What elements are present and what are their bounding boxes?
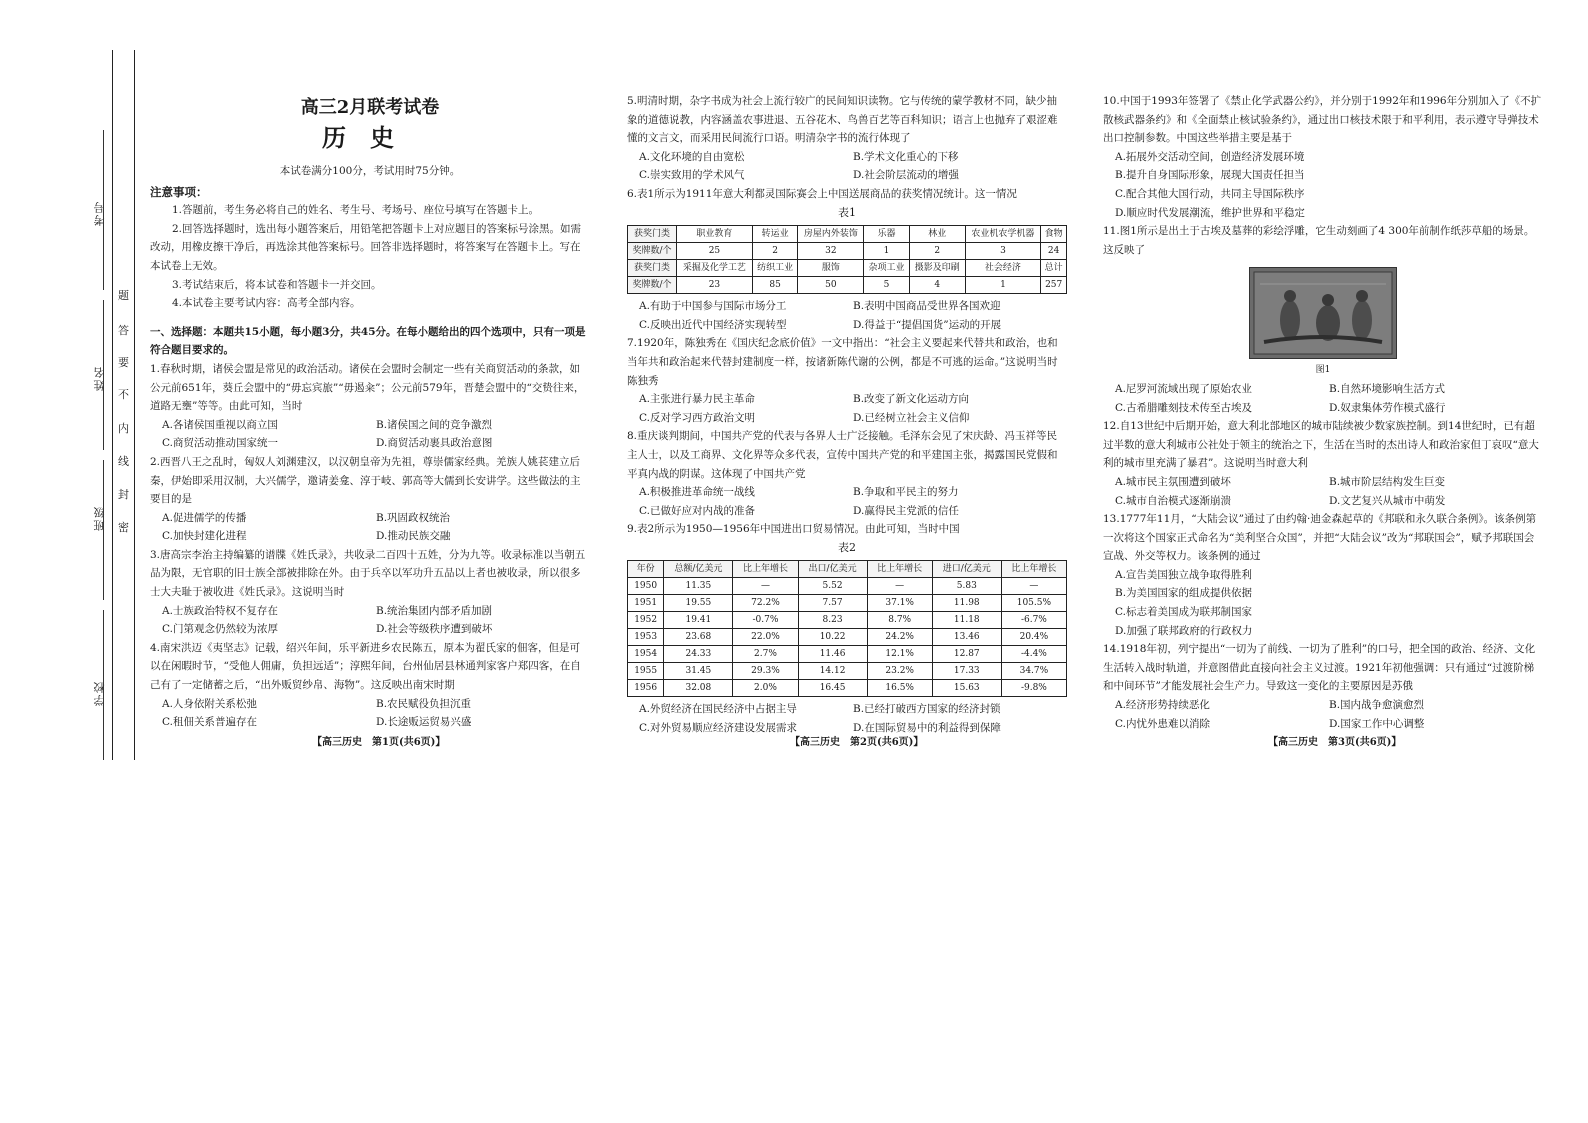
option: A.尼罗河流域出现了原始农业 — [1115, 382, 1252, 395]
table-row — [628, 612, 1067, 629]
table-cell: 1951 — [628, 595, 664, 612]
table-cell: 1954 — [628, 646, 664, 663]
option: C.租佃关系普遍存在 — [162, 716, 257, 729]
option: B.农民赋役负担沉重 — [376, 697, 472, 710]
option: B.诸侯国之间的竞争激烈 — [376, 418, 493, 431]
question-stem: 8.重庆谈判期间，中国共产党的代表与各界人士广泛接触。毛泽东会见了宋庆龄、冯玉祥等民主人士，以及工商界、文化界等众多代表，宣传中国共产党的和平建国主张，揭露国民党假和平真内战的阴谋。这体现了中国共产党 — [627, 430, 1058, 480]
table-header-row — [628, 561, 1067, 578]
notice-heading: 注意事项： — [150, 184, 208, 199]
table-cell: 服饰 — [798, 260, 864, 277]
table-cell: 摄影及印刷 — [909, 260, 965, 277]
table-cell: 32.08 — [664, 680, 733, 697]
table-row — [628, 260, 1067, 277]
question-stem: 4.南宋洪迈《夷坚志》记载，绍兴年间，乐平新进乡农民陈五，原本为翟氏家的佃客，但是可以在闲暇时节，“受他人佣庸，负担远适”；淳熙年间，台州仙居县林通判家客户郑四客，在自己有了一定储蓄之后，“出外贩贸纱帛、海物”。这反映出南宋时期 — [150, 641, 581, 692]
table-cell: 2 — [752, 243, 798, 260]
option: A.拓展外交活动空间，创造经济发展环境 — [1115, 150, 1305, 163]
option: D.社会等级秩序遭到破坏 — [376, 623, 493, 636]
section-heading: 一、选择题：本题共15小题，每小题3分，共45分。在每小题给出的四个选项中，只有一项是符合题目要求的。 — [150, 325, 586, 357]
binding-line-outer — [112, 50, 113, 760]
table-row — [628, 578, 1067, 595]
table-cell: — — [867, 578, 932, 595]
seal-char: 答 — [118, 324, 129, 337]
option: D.文艺复兴从城市中萌发 — [1329, 494, 1446, 507]
table-cell: 2.0% — [733, 680, 798, 697]
exam-page-1 — [150, 92, 590, 732]
option: B.城市阶层结构发生巨变 — [1329, 475, 1446, 488]
notice-item: 2.回答选择题时，选出每小题答案后，用铅笔把答题卡上对应题目的答案标号涂黑。如需改动，用橡皮擦干净后，再选涂其他答案标号。回答非选择题时，将答案写在答题卡上。写在本试卷上无效。 — [150, 222, 582, 272]
option: A.促进儒学的传播 — [162, 511, 247, 524]
table-cell: 乐器 — [864, 226, 910, 243]
table-header: 总额/亿美元 — [664, 561, 733, 578]
question-options — [150, 509, 590, 546]
table-cell: 105.5% — [1001, 595, 1066, 612]
exam-page-2 — [627, 92, 1067, 738]
question-stem: 14.1918年初，列宁提出“一切为了前线、一切为了胜利”的口号，把全国的政治、经济、文化生活转入战时轨道，并意图借此直接向社会主义过渡。1921年初他强调：只有通过“过渡阶梯和中间环节”才能发展社会生产力。导致这一变化的主要原因是苏俄 — [1103, 643, 1536, 693]
option: B.改变了新文化运动方向 — [853, 393, 970, 406]
option: A.主张进行暴力民主革命 — [639, 393, 755, 406]
seal-char: 不 — [118, 388, 129, 401]
option: C.商贸活动推动国家统一 — [162, 437, 278, 450]
table-cell: 1950 — [628, 578, 664, 595]
question-stem: 5.明清时期，杂字书成为社会上流行较广的民间知识读物。它与传统的蒙学教材不同，缺少抽象的道德说教，内容涵盖农事进退、五谷花木、鸟兽百艺等百科知识；语言上也抛弃了艰涩难懂的文言文，而采用民间流行口语。明清杂字书的流行体现了 — [627, 95, 1058, 145]
seal-char: 密 — [118, 521, 129, 534]
school-underline — [103, 610, 105, 760]
table-cell: 85 — [752, 277, 798, 294]
option: B.已经打破西方国家的经济封锁 — [853, 703, 1001, 716]
question-options — [1103, 473, 1543, 510]
table-cell: 16.45 — [798, 680, 867, 697]
table-cell: 19.55 — [664, 595, 733, 612]
table-cell: 20.4% — [1001, 629, 1066, 646]
table-cell: 杂项工业 — [864, 260, 910, 277]
table-cell: -6.7% — [1001, 612, 1066, 629]
name-underline — [103, 300, 105, 450]
table-cell: 社会经济 — [965, 260, 1041, 277]
table-cell: 24 — [1041, 243, 1067, 260]
table-cell: 采掘及化学工艺 — [677, 260, 753, 277]
option: A.经济形势持续恶化 — [1115, 699, 1210, 712]
table-cell: 19.41 — [664, 612, 733, 629]
exam-subject: 历史 — [322, 123, 418, 152]
table-cell: 食物 — [1041, 226, 1067, 243]
option: B.表明中国商品受世界各国欢迎 — [853, 300, 1001, 313]
option: C.反映出近代中国经济实现转型 — [639, 318, 787, 331]
question-options — [627, 297, 1067, 334]
exam-number-label: 考号 — [93, 200, 106, 226]
option: D.得益于“提倡国货”运动的开展 — [853, 318, 1002, 331]
notice-item: 4.本试卷主要考试内容：高考全部内容。 — [172, 297, 361, 310]
notice-item: 1.答题前，考生务必将自己的姓名、考生号、考场号、座位号填写在答题卡上。 — [172, 204, 540, 217]
table-cell: 1 — [965, 277, 1041, 294]
option: D.商贸活动裹具政治意图 — [376, 437, 493, 450]
question-stem: 11.图1所示是出土于古埃及墓葬的彩绘浮雕，它生动刻画了4 300年前制作纸莎草船的场景。这反映了 — [1103, 225, 1535, 256]
option: B.巩固政权统治 — [376, 511, 451, 524]
option: C.反对学习西方政治文明 — [639, 411, 755, 424]
figure-caption: 图1 — [1315, 365, 1331, 376]
option: B.学术文化重心的下移 — [853, 150, 959, 163]
option: A.外贸经济在国民经济中占据主导 — [639, 703, 797, 716]
option: B.争取和平民主的努力 — [853, 486, 959, 499]
question-stem: 7.1920年，陈独秀在《国庆纪念底价值》一文中指出：“社会主义要起来代替共和政治，也和当年共和政治起来代替封建制度一样，按诸新陈代谢的公例，都是不可逃的运命。”这说明当时陈独秀 — [627, 337, 1058, 387]
table-cell: 11.35 — [664, 578, 733, 595]
table-cell: -9.8% — [1001, 680, 1066, 697]
question-options — [150, 416, 590, 453]
table-cell: 24.2% — [867, 629, 932, 646]
option: D.长途贩运贸易兴盛 — [376, 716, 472, 729]
table-cell: 72.2% — [733, 595, 798, 612]
question-options — [1103, 566, 1543, 640]
table-cell: 12.87 — [932, 646, 1001, 663]
option: B.自然环境影响生活方式 — [1329, 382, 1446, 395]
option: D.社会阶层流动的增强 — [853, 169, 959, 182]
table-row — [628, 226, 1067, 243]
seal-char: 要 — [118, 356, 129, 369]
question-stem: 2.西晋八王之乱时，匈奴人刘渊建汉，以汉朝皇帝为先祖，尊崇儒家经典。羌族人姚苌建立后秦，伊始即采用汉制，大兴儒学，邀请姜龛、淳于岐、郭高等大儒到长安讲学。这些做法的主要目的是 — [150, 455, 581, 506]
option: B.国内战争愈演愈烈 — [1329, 699, 1425, 712]
table-row — [628, 646, 1067, 663]
option: C.城市自治模式逐渐崩溃 — [1115, 494, 1231, 507]
table-cell: 32 — [798, 243, 864, 260]
option: C.古希腊雕刻技术传至古埃及 — [1115, 401, 1252, 414]
table-header: 比上年增长 — [867, 561, 932, 578]
binding-margin — [0, 0, 140, 780]
option: A.文化环境的自由宽松 — [639, 150, 745, 163]
question-stem: 12.自13世纪中后期开始，意大利北部地区的城市陆续被少数家族控制。到14世纪时，已有超过半数的意大利城市公社处于领主的统治之下，生活在当时的杰出诗人和政治家但丁哀叹“意大利的城市里充满了暴君”。这说明当时意大利 — [1103, 420, 1539, 470]
option: D.奴隶集体劳作模式盛行 — [1329, 401, 1446, 414]
table-cell: 23 — [677, 277, 753, 294]
question-options — [150, 602, 590, 639]
option: D.国家工作中心调整 — [1329, 717, 1425, 730]
table-cell: 4 — [909, 277, 965, 294]
page-footer: 【高三历史 第2页(共6页)】 — [790, 737, 924, 748]
school-label: 学校 — [93, 680, 106, 706]
question-options — [627, 148, 1067, 185]
table-cell: 纺织工业 — [752, 260, 798, 277]
table-cell: 22.0% — [733, 629, 798, 646]
table-cell: 5.83 — [932, 578, 1001, 595]
question-options — [1103, 696, 1543, 733]
table-cell: 8.23 — [798, 612, 867, 629]
table-row — [628, 629, 1067, 646]
option: A.有助于中国参与国际市场分工 — [639, 300, 787, 313]
question-stem: 13.1777年11月，“大陆会议”通过了由约翰·迪金森起草的《邦联和永久联合条例》。该条例第一次将这个国家正式命名为“美利坚合众国”，并把“大陆会议”改为“邦联国会”，赋予邦联国会宣战、外交等权力。该条例的通过 — [1103, 513, 1537, 563]
table-cell: 13.46 — [932, 629, 1001, 646]
name-label: 姓名 — [93, 365, 106, 391]
table-header: 年份 — [628, 561, 664, 578]
option: C.标志着美国成为联邦制国家 — [1115, 606, 1252, 619]
table-cell: 7.57 — [798, 595, 867, 612]
table-2 — [627, 560, 1067, 697]
table-header: 进口/亿美元 — [932, 561, 1001, 578]
table-cell: -0.7% — [733, 612, 798, 629]
table-header: 出口/亿美元 — [798, 561, 867, 578]
table-cell: 17.33 — [932, 663, 1001, 680]
binding-line-inner — [134, 50, 135, 760]
option: B.统治集团内部矛盾加剧 — [376, 604, 493, 617]
table-row — [628, 663, 1067, 680]
table-cell: — — [1001, 578, 1066, 595]
option: C.已做好应对内战的准备 — [639, 504, 755, 517]
page-footer: 【高三历史 第3页(共6页)】 — [1268, 737, 1402, 748]
table-cell: 林业 — [909, 226, 965, 243]
table-cell: 11.98 — [932, 595, 1001, 612]
question-options — [627, 390, 1067, 427]
option: C.加快封建化进程 — [162, 530, 247, 543]
option: D.加强了联邦政府的行政权力 — [1115, 624, 1253, 637]
table-cell: 1955 — [628, 663, 664, 680]
table-cell: 奖牌数/个 — [628, 277, 677, 294]
table-cell: 获奖门类 — [628, 226, 677, 243]
table-cell: 12.1% — [867, 646, 932, 663]
question-options — [150, 695, 590, 732]
notice-item: 3.考试结束后，将本试卷和答题卡一并交回。 — [172, 278, 382, 291]
seal-char: 线 — [118, 455, 129, 468]
table-cell: 11.18 — [932, 612, 1001, 629]
option: C.配合其他大国行动，共同主导国际秩序 — [1115, 187, 1305, 200]
option: C.门第观念仍然较为浓厚 — [162, 623, 278, 636]
option: D.在国际贸易中的利益得到保障 — [853, 722, 1001, 735]
option: C.崇实致用的学术风气 — [639, 169, 745, 182]
option: D.顺应时代发展潮流，维护世界和平稳定 — [1115, 206, 1305, 219]
table-cell: -4.4% — [1001, 646, 1066, 663]
table-cell: 职业教育 — [677, 226, 753, 243]
exam-title: 高三2月联考试卷 — [300, 97, 440, 118]
table-cell: 29.3% — [733, 663, 798, 680]
table-cell: 25 — [677, 243, 753, 260]
table-cell: 50 — [798, 277, 864, 294]
table-cell: 5 — [864, 277, 910, 294]
table-cell: — — [733, 578, 798, 595]
relief-figure-drawing — [1250, 268, 1396, 358]
table-cell: 15.63 — [932, 680, 1001, 697]
exam-meta: 本试卷满分100分，考试用时75分钟。 — [279, 165, 461, 177]
page-footer: 【高三历史 第1页(共6页)】 — [312, 737, 446, 748]
table-cell: 31.45 — [664, 663, 733, 680]
table-row — [628, 277, 1067, 294]
table-row — [628, 243, 1067, 260]
table-cell: 1956 — [628, 680, 664, 697]
option: C.对外贸易顺应经济建设发展需求 — [639, 722, 797, 735]
option: A.宣告美国独立战争取得胜利 — [1115, 568, 1252, 581]
seal-char: 封 — [118, 488, 129, 501]
question-stem: 9.表2所示为1950—1956年中国进出口贸易情况。由此可知，当时中国 — [627, 523, 960, 536]
table-cell: 14.12 — [798, 663, 867, 680]
question-options — [627, 483, 1067, 520]
option: A.城市民主氛围遭到破坏 — [1115, 475, 1231, 488]
seal-char: 题 — [118, 289, 129, 302]
table-header: 比上年增长 — [733, 561, 798, 578]
table-cell: 1952 — [628, 612, 664, 629]
option: D.赢得民主党派的信任 — [853, 504, 959, 517]
table-header: 比上年增长 — [1001, 561, 1066, 578]
option: B.提升自身国际形象，展现大国责任担当 — [1115, 169, 1305, 182]
option: A.各诸侯国重视以商立国 — [162, 418, 278, 431]
table-cell: 奖牌数/个 — [628, 243, 677, 260]
table-cell: 11.46 — [798, 646, 867, 663]
table-cell: 2.7% — [733, 646, 798, 663]
table-cell: 34.7% — [1001, 663, 1066, 680]
option: B.为美国国家的组成提供依据 — [1115, 587, 1253, 600]
question-options — [1103, 148, 1543, 222]
table-cell: 获奖门类 — [628, 260, 677, 277]
option: D.推动民族交融 — [376, 530, 451, 543]
table-cell: 23.68 — [664, 629, 733, 646]
table-cell: 转运业 — [752, 226, 798, 243]
table-cell: 37.1% — [867, 595, 932, 612]
question-stem: 6.表1所示为1911年意大利都灵国际赛会上中国送展商品的获奖情况统计。这一情况 — [627, 187, 1017, 200]
table-1 — [627, 225, 1067, 294]
table-cell: 农业机农学机器 — [965, 226, 1041, 243]
table-cell: 23.2% — [867, 663, 932, 680]
table-cell: 房屋内外装饰 — [798, 226, 864, 243]
option: C.内忧外患难以消除 — [1115, 717, 1210, 730]
table-row — [628, 680, 1067, 697]
table-cell: 1953 — [628, 629, 664, 646]
class-underline — [103, 460, 105, 600]
question-stem: 1.春秋时期，诸侯会盟是常见的政治活动。诸侯在会盟时会制定一些有关商贸活动的条款，如公元前651年，葵丘会盟中的“毋忘宾旅”“毋遏籴”；公元前579年，晋楚会盟中的“交贽往来，道路无壅”等等。由此可知，当时 — [150, 362, 585, 413]
relief-figure-image — [1249, 267, 1397, 359]
question-stem: 3.唐高宗李治主持编纂的谱牒《姓氏录》，共收录二百四十五姓，分为九等。收录标准以当朝五品为限，无官职的旧士族全部被排除在外。由于兵卒以军功升五品以上者也被收录，所以很多士大夫耻于被收进《姓氏录》。这说明当时 — [150, 548, 586, 599]
table-cell: 16.5% — [867, 680, 932, 697]
option: A.积极推进革命统一战线 — [639, 486, 755, 499]
table-cell: 24.33 — [664, 646, 733, 663]
table-cell: 5.52 — [798, 578, 867, 595]
option: A.人身依附关系松弛 — [162, 697, 257, 710]
table-cell: 3 — [965, 243, 1041, 260]
option: D.已经树立社会主义信仰 — [853, 411, 970, 424]
question-options — [1103, 380, 1543, 417]
exam-number-underline — [103, 130, 105, 290]
question-stem: 10.中国于1993年签署了《禁止化学武器公约》，并分别于1992年和1996年分别加入了《不扩散核武器条约》和《全面禁止核试验条约》，通过出口核技术限于和平利用，表示遵守导弹技术出口控制参数。中国这些举措主要是基于 — [1103, 95, 1542, 145]
exam-page-3 — [1103, 92, 1543, 733]
table-cell: 总计 — [1041, 260, 1067, 277]
class-label: 班级 — [93, 505, 106, 531]
table-cell: 257 — [1041, 277, 1067, 294]
table-caption: 表1 — [838, 205, 856, 219]
option: A.士族政治特权不复存在 — [162, 604, 278, 617]
seal-char: 内 — [118, 422, 129, 435]
table-cell: 1 — [864, 243, 910, 260]
table-row — [628, 595, 1067, 612]
table-cell: 2 — [909, 243, 965, 260]
table-cell: 8.7% — [867, 612, 932, 629]
table-caption: 表2 — [838, 540, 856, 554]
table-cell: 10.22 — [798, 629, 867, 646]
